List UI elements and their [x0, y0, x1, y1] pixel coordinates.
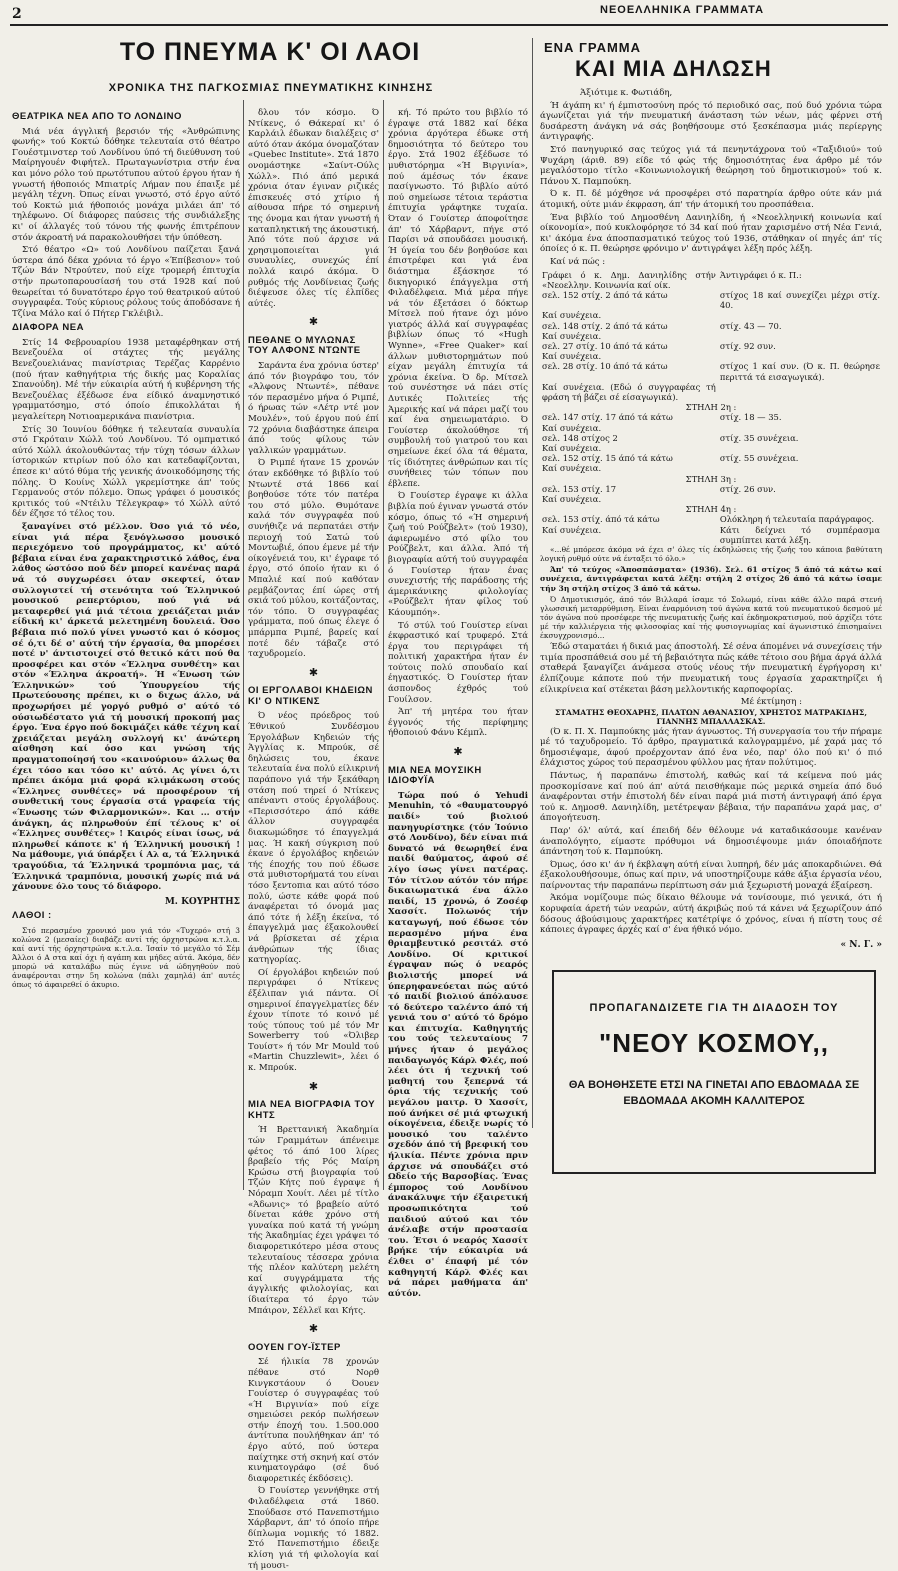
table-row: [540, 453, 882, 463]
paragraph: Ό κ. Π. δέ μόχθησε νά προσφέρει στό παρατηρία άρθρο ούτε κάν μιά άτομική, ούτε μιάν έκφραση, άπ' τήν άτομική του προσπάθεια.: [540, 189, 882, 210]
ad-line-3: ΘΑ ΒΟΗΘΗΣΕΤΕ ΕΤΣΙ ΝΑ ΓΙΝΕΤΑΙ ΑΠΟ ΕΒΔΟΜΑΔΑ ΣΕ ΕΒΔΟΜΑΔΑ ΑΚΟΜΗ ΚΑΛΛΙΤΕΡΟΣ: [568, 1079, 860, 1107]
section-heading: ΜΙΑ ΝΕΑ ΒΙΟΓΡΑΦΙΑ ΤΟΥ ΚΗΤΣ: [248, 1099, 376, 1121]
paragraph: Καί νά πώς :: [550, 256, 606, 267]
section-heading: ΟΙ ΕΡΓΟΛΑΒΟΙ ΚΗΔΕΙΩΝ ΚΙ' Ο ΝΤΙΚΕΝΣ: [248, 685, 373, 707]
table-row: [540, 351, 882, 361]
section-heading: ΘΕΑΤΡΙΚΑ ΝΕΑ ΑΠΟ ΤΟ ΛΟΝΔΙΝΟ: [12, 111, 182, 122]
paragraph: κή. Τό πρώτο του βιβλίο τό έγραψε στά 1882 καί δέκα χρόνια άργότερα έδωκε στή δημοσιότητα τό δεύτερο του έργο. Στά 1902 έξέδωσε τό μυθιστόρημα «Ή Βιργινία», πού άμέσως τόν έκανε πασίγνωστο. Τό βιβλίο αύτό πού σημείωσε τέτοια τεράστια έπιτυχία γράφτηκε τυχαία. Όταν ό Γουίστερ άποφοίτησε άπ' τό Χάρβαρντ, πήγε στό Παρίσι νά σπουδάσει μουσική. Ή ύγεία του δέν βοηθούσε και έπιστρέφει και γιά ένα διάστημα έξάσκησε τό δικηγορικό έπάγγελμα στή Φιλαδέλφεια. Μιά μέρα πήγε νά τόν έξετάσει ό δόκτωρ Μίτσελ πού ήτανε όχι μόνο γιατρός άλλά καί συγγραφέας βιβλίων όπως τό «Hugh Wynne», «Free Quaker» καί άλλων μυθιστορημάτων πού είχαν μεγάλη έπιτυχία τά χρόνια έκείνα. Ό δρ. Μίτσελ τού συνέστησε νά πάει στίς Δυτικές Πολιτείες τής Άμερικής καί νά πάρει μαζί του καί ένα σημειωματάριο. Ό Γουίστερ άκολούθησε τή συμβουλή τού γιατρού του και σημείωνε έκεί όλα τά θέματα, τίς ίδιότητες άνθρώπων και τίς συνήθειες τών τόπων που έβλεπε.: [388, 108, 528, 489]
cell: Καί συνέχεια. (Εδώ ό συγγραφέας τή φράση τή βάζει σέ είσαγωγικά).: [542, 381, 716, 402]
signatories: ΣΤΑΜΑΤΗΣ ΘΕΟΧΑΡΗΣ, ΠΛΑΤΩΝ ΑΘΑΝΑΣΙΟΥ, ΧΡΗΣΤΟΣ ΜΑΤΡΑΚΙΔΗΣ, ΓΙΑΝΝΗΣ ΜΠΑΛΛΑΣΚΑΣ.: [554, 707, 868, 727]
paragraph: Ό νέος πρόεδρος τού Έθνικού Συνδέσμου Έργολάβων Κηδειών τής Άγγλίας κ. Μπρούκ, σέ δηλώσεις του, έκανε τελευταία ένα πολύ είλικρινή παράπονο γιά τήν ξεκάθαρη στάση πού τηρεί ό Ντίκενς απέναντι στούς έργολάβους. «Περισσότερο άπό κάθε άλλον συγγραφέα διακωμώδησε τό έπαγγελμά μας. Ή κακή σύγκριση πού έκανε ό έργολάβος κηδειών τής έποχής του πού έδωσε στά μυθιστορήματά του είναι τόσο ξεντοπια και αύτό τόσο πολύ, ώστε κάθε φορά πού άναφέρεται τό όνομά μας άπό τότε ή λέξη έκείνα, τό έπαγγελμά μας έξακολουθεί νά βρίσκεται σέ χέρια άνθρώπων τής ίδιας κατηγορίας.: [248, 711, 379, 966]
cell: στίχος 1 καί συν. (Ό κ. Π. θεώρησε περιττά τά εισαγωγικά).: [719, 361, 880, 382]
paragraph: Ή άγάπη κι' ή έμπιστοσύνη πρός τό περιοδικό σας, πού δυό χρόνια τώρα άγωνίζεται γιά τήν πνευματική άνάσταση τών νέων, μάς φέρνει στή δυσάρεστη άνάγκη νά σάς βοηθήσουμε στό ξεσκέπασμα μιάς περίεργης άντιγραφής.: [540, 100, 882, 143]
cell: Καί συνέχεια.: [542, 463, 602, 474]
advertisement-box: [552, 970, 876, 1174]
notes-text: Στό περασμένο χρονικό μου γιά τόν «Τυχερό» στή 3 κολώνα 2 (μεσαίες) διαβάζε αντί τής όρχηστρώνα κ.τ.λ.α. καί αντί τής όρχηστρώνα κ.τ.λ.α. Ίσαίν τό μεγάλο τό Σέμ Άλλοι ό Α στα καί όχι ή αγάπη και μήδες αύτά. Άκόμα, δέν μπορώ νά καταλάβω πώς έγινε νά ώδηγηθούν πού άναφέρονται στην 5η κολώνα (πάλι χαμηλά) άπ' αυτές όπως τό άφαιρεθεί ό άκυριο.: [12, 925, 240, 989]
paragraph: Σέ ήλικία 78 χρονών πέθανε στό Νορθ Κινγκστάουν ό Όουεν Γουίστερ ό συγγραφέας τού «Ή Βιργινία» πού είχε σημειώσει ρεκόρ πωλήσεων στήν έποχή του. 1.500.000 άντίτυπα πουλήθηκαν άπ' τό έργο αύτό, πού ύστερα παίχτηκε στή σκηνή καί στόν κινηματογράφο (σέ δυό διαφορετικές έκδόσεις).: [248, 1357, 379, 1484]
paragraph: Άπ' τή μητέρα του ήταν έγγονός τής περίφημης ήθοποιού Φάνυ Κέμπλ.: [388, 707, 528, 739]
column-1: [12, 108, 240, 1190]
paragraph: δλου τόν κόσμο. Ό Ντίκενς, ό Θάκεραί κι' ό Καρλάιλ έδωκαν διαλέξεις σ' αύτό όταν άκόμα όνομαζόταν «Quebec Institute». Στά 1870 ονομάστηκε «Σαίντ-Ούλς Χώλλ». Πιό άπό μερικά χρόνια όταν έγιναν ριζικές έπισκευές στό χτίριο ή αίθουσα πήρε τό σημερινή της όνομα και ήταν γνωστή ή καταπληκτική της άκουστική. Άπό τότε πού άρχισε νά χρησιμοποιείται γιά συναυλίες, συνεχώς έπί πολλά καιρό άκόμα. Ό ρυθμός τής Λονδίνειας ζωής διέψευσε όλες τίς έλπίδες αύτές.: [248, 108, 379, 309]
paragraph: Ό Γουίστερ έγραψε κι άλλα βιβλία πού έγιναν γνωστά στόν κόσμο, όπως τό «Ή σημερινή ζωή τού Ρούζβελτ» (τού 1930), άφιερωμένο στό φίλο του Ρούζβελτ, και άλλα. Άπό τή βιογραφία αύτή τού συγγραφέα ό Γουίστερ ήταν ένας συνεχιστής τής παράδοσης τής άμερικάνικης φιλολογίας «Ρούζβελτ ήταν φίλος τού Κάουμπόη».: [388, 491, 528, 618]
cell: στίχ. 55 συνέχεια.: [719, 453, 799, 464]
column-4: [540, 88, 882, 958]
paragraph: Παρ' όλ' αύτά, καί έπειδή δέν θέλουμε νά καταδικάσουμε κανέναν άναπολόγητο, είμαστε πρόθυμοι νά δημοσιέψουμε μιάν όποιαδήποτε άπάντηση τού κ. Παμπούκη.: [540, 825, 882, 858]
separator-star: ✱: [308, 1079, 319, 1093]
section-heading: ΠΕΘΑΝΕ Ο ΜΥΛΩΝΑΣ ΤΟΥ ΑΛΦΟΝΣ ΝΤΩΝΤΕ: [248, 334, 361, 357]
separator-star: ✱: [308, 1322, 319, 1336]
cell: στίχ. 43 — 70.: [719, 320, 782, 331]
quote-note: «...θέ μπόρεσε άκόμα νά έχει σ' όλες τίς έκδηλώσεις τής ζωής του κάποια βαθύτατη λογική ρυθμό ούτε νά ένταξει τό όλο.»: [540, 544, 882, 563]
paragraph: Ό Γουίστερ γεννήθηκε στή Φιλαδέλφεια στά 1860. Σπούδασε στό Πανεπιστήμιο Χάρβαρντ, άπ' τό όποίο πήρε δίπλωμα νομικής τό 1882. Στό Πανεπιστήμιο έδειξε κλίση γιά τή φιλολογία καί τή μουσι-: [248, 1486, 379, 1571]
paragraph: Στίς 30 Ίουνίου δόθηκε ή τελευταία συναυλία στό Γκρόταιν Χώλλ τού Λονδίνου. Τό ομπματικό αύτό Χώλλ άκολουθώντας τήν τύχη τόσων άλλων ίστορικών κτιρίων πού όλο και κατεδαφίζονται, έπεσε κι' αύτό θύμα τής γενικής άνοικοδόμησης τής πόλης. Ό Κουίνς Χώλλ γκρεμίστηκε άπ' τούς Γερμανούς στόν πόλεμο. Όπως γράφει ό μουσικός κριτικός τού «Ντέιλυ Τέλεγκραφ» τό Χώλλ αύτό δέν έζησε τό τέλος του.: [12, 424, 240, 520]
paragraph: Τώρα πού ό Yehudi Menuhin, τό «θαυματουργό παιδί» τού βιολιού πανηγυρίστηκε (τόν Ίούνιο στό Λονδίνο), δέν είναι πιά δυνατό νά θεωρηθεί ένα παιδί θαύματος, άφού σέ λίγο ίσως γίνει πατέρας. Τόν τίτλον αύτόν τόν πήρε δικαιωματικά ένα άλλο παιδί, 15 χρονώ, ό Ζοσέφ Χασσίτ. Πολωνός τήν καταγωγή, πού έδωσε τόν περασμένο μήνα ένα θριαμβευτικό ρεσιτάλ στό Λονδίνο. Οί κριτικοί έγραψαν πώς ό νεαρός βιολιστής μπορεί νά ύπερηφανεύεται πώς αύτό τό παιδί βιολιού άπόλαυσε τό δεύτερο ταλέντο άπό τή γενιά του σ' αύτό τό δρόμο και έπιτυχία. Καθηγητής του τούς τελευταίους 7 μήνες ήταν ό μεγάλος παιδαγωγός Κάρλ Φλές, πού λέει ότι ή τεχνική τού μαθητή του ξεπερνά τά όρια τής τεχνικής τού μεγάλου μαιτρ. Ό Χασσίτ, πού άνήκει σέ μιά φτωχική οίκογένεια, έδειξε νωρίς τό μουσικό του ταλέντο σχεδόν άπό τή βρεφική του ήλικία. Πέντε χρόνια πριν άρχισε νά σπουδάζει στό Ωδείο τής Βαρσοβίας. Ένας έμπορος τού Λονδίνου άνακάλυψε τήν έξαιρετική προσωπικότητα τού παιδιού αύτού και τόν άνέλαβε στήν προστασία του. Έτσι ό νεαρός Χασσίτ βρήκε τήν εύκαιρία νά έλθει σ' έπαφή μέ τόν καθηγητή Κάρλ Φλές και νά πάρει μαθήματα άπ' αύτόν.: [388, 790, 528, 1299]
section-heading: ΟΟΥΕΝ ΓΟΥ-ΪΣΤΕΡ: [248, 1341, 341, 1353]
separator-star: ✱: [308, 315, 319, 329]
cell: [718, 463, 882, 473]
table-row: [540, 361, 882, 381]
paragraph: ξαναγίνει στό μέλλον. Όσο γιά τό νέο, είναι γιά πέρα ξενόγλωσσο μουσικό περιεχόμενο τού προγράμματος, κι' αύτό βέβαια είναι ένα χαρακτηριστικό λάθος, ένα λάθος ώστόσο πού δέν μπορεί κανένας παρά νά τό συγχωρέσει όταν σκεφτεί, όταν συλλογιστεί τή στενότητα τού Έλληνικού μουσικού ρεπερτόριου, πού γιά νά μεταφερθεί γιά μιά τέτοια χρειάζεται μιάν είδική κι' άρκετά μελετημένη δουλειά. Όσο βέβαια πιό πολύ γίνει γνωστό και ό κόσμος σέ ό,τι δέ σ' αύτή τήν έργασία, θα μπορέσει ποτέ ν' άντιστοιχεί στό θετικό κάτι πού θα προσφέρει και στόν «Έλληνα συνθέτη» και στόν «Έλληνα άκροατή». Ή «Ένωση τών Έλληνικών» τού Ύπουργείου τής Πρωτεύουσης πρέπει, κι ο διχως άλλο, νά προχωρήσει μέ γοργό ρυθμό σ' αύτό τό ούσιωδέστατο γιά τή μουσική προκοπή μας έργο. Ένα έργο πού δοκιμάζει κάθε τέχνη καί χρειάζεται μεγάλη συλλογή κι' άνώτερη αίσθηση καί όσο και γνώση τής πραγματοποίησή του «καινούριου» άλλως θα έχει τόσο και τόσο κι' αύτό. Ας γίνει ό,τι πρέπει άκόμα μιά φορά κλιμάκωση στούς «Έλληνες συνθέτες» νά προσφέρουν τή συνθετική τους έργασία στά γραφεία τής «Ένωσης τών Φιλαρμονικών». Και ... στήν άνάγκη, άς πληρωθούν έπί τέλους κ' οί «Έλληνες συνθέτες» ! Καιρός είναι ίσως, νά πληρωθεί κάποτε κ' ή Έλληνική μουσική ! Να μάθουμε, γιά ύπάρξει ί Αλ α, τά Έλληνικά τραγούδια, τά Έλληνικά τρομπόνια μας, τά Έλληνικά τραμπόνια, μουσική χωρίς πιά νά χάνουνε όλο τους τό διάφορο.: [12, 521, 240, 893]
cell: Ολόκληρη ή τελευταία παράγραφος.: [719, 514, 875, 525]
table-row: [540, 484, 882, 494]
paragraph: Στό θέατρο «Ω» τού Λονδίνου παίζεται ξανά ύστερα άπό δέκα χρόνια τό έργο «Έπίβεσιον» τού Τζών Βάν Ντρούτεν, πού είχε τρομερή έπιτυχία στήν πρωτοπαρουσίασή του στά 1928 καί πού θεωρείται τό δυνατότερο έργο τού θεατρικού αύτού συγγραφέα. Τούς κύριους ρόλους τούς άποδόσανε ή Τζίνα Μάλο καί ό Πήτερ Γκλέιβιλ.: [12, 245, 240, 319]
cell: σελ. 153 στίχ. 17: [542, 483, 617, 494]
page-number: 2: [12, 6, 22, 22]
salutation: Άξιότιμε κ. Φωτιάδη,: [580, 88, 673, 98]
table-row: [540, 310, 882, 320]
cell: σελ. 147 στίχ. 17 άπό τά κάτω: [542, 412, 673, 423]
cell: σελ. 153 στίχ. άπό τά κάτω: [542, 514, 660, 525]
cell: [718, 443, 882, 453]
column-label: ΣΤΗΛΗ 2η :: [685, 402, 737, 413]
paragraph: Όμως, όσο κι' άν ή έκβλαψη αύτή είναι λυπηρή, δέν μάς αποκαρδιώνει. Θά έξακολουθήσουμε, όπως καί πριν, νά υποστηρίζουμε κάθε άξια έργασία νέου, παίρνοντας τήν παραπάνω περίπτωση σάν μιά ξεχωριστή μοναχά έξαίρεση.: [540, 859, 882, 891]
cell: Καί συνέχεια.: [542, 524, 602, 535]
column-3: [388, 108, 528, 1299]
cell: σελ. 148 στίχος 2: [542, 432, 618, 443]
cell: [718, 331, 882, 341]
table-row: [540, 423, 882, 433]
cell: σελ. 152 στίχ. 2 άπό τά κάτω: [542, 289, 668, 300]
paragraph: Άκόμα νομίζουμε πώς δίκαιο θέλουμε νά τονίσουμε, πιό γενικά, ότι ή κορυφαία άρετή τών νεαρών, αύτή άκριβώς πού τά κάνει νά ξεχωρίζουν άπό δόσους άβούσιμους χαρακτήρες κατέτρίψε ό χρόνος, είναι ή πίστη τους σέ κάποιες άγραφες άρχές καί σ' ένα ήθικό νόμο.: [540, 893, 882, 936]
table-row: [540, 382, 882, 402]
separator-star: ✱: [308, 665, 319, 679]
cell: σελ. 148 στίχ. 2 άπό τά κάτω: [542, 320, 668, 331]
cell: στίχος 18 καί συνεχίζει μέχρι στίχ. 40.: [719, 289, 880, 311]
table-row: [540, 341, 882, 351]
table-row: [540, 494, 882, 504]
table-row: [540, 331, 882, 341]
column-divider: [383, 100, 384, 1190]
cell: Καί συνέχεια.: [542, 351, 602, 362]
section-heading: ΜΙΑ ΝΕΑ ΜΟΥΣΙΚΗ ΙΔΙΟΦΥΪΑ: [388, 764, 482, 787]
closing: Μέ έκτίμηση :: [740, 697, 802, 708]
table-row: [540, 290, 882, 310]
cell: [718, 310, 882, 320]
column-divider: [532, 38, 533, 1128]
masthead: ΝΕΟΕΛΛΗΝΙΚΑ ΓΡΑΜΜΑΤΑ: [600, 4, 765, 16]
paragraph: Έδώ σταματάει ή δικιά μας άποστολή. Σέ σένα άπομένει νά συνεχίσεις τήν τιμία προσπάθειά σου μέ τή βεβαιότητα πώς κάθε τέτοιο σου βήμα άργά άλλά σταθερά ξαναγίζει άνάμεσα στούς νέους τήν πνευματική έγρήγορση κι' έλπίζουμε κάποτε πού τήν πνευματική τους έργασία χαρακτηρίζει ή είλικρίνεια καί στέκεται βάση μελλοντικής καρποφορίας.: [540, 642, 882, 695]
paragraph: Στό πανηγυρικό σας τεύχος γιά τά πενηντάχρονα τού «Ταξιδιού» τού Ψυχάρη (άριθ. 89) είδε τό φώς τής δημοσιότητας ένα άρθρο μέ τόν μεγαλόστομο τίτλο «Κοινωνιολογική θεώρηση τού δημοτικισμού» τού κ. Πάνου Χ. Παμπούκη.: [540, 144, 882, 187]
column-divider: [243, 100, 244, 1190]
cell: Καί συνέχεια.: [542, 493, 602, 504]
cell: Κάτι δείχνει τό συμπέρασμα συμπίπτει κατά λέξη.: [719, 524, 880, 545]
main-title: ΤΟ ΠΝΕΥΜΑ Κ' ΟΙ ΛΑΟΙ: [119, 38, 421, 66]
cell: στίχ. 35 συνέχεια.: [719, 432, 799, 443]
editor-signature: « Ν. Γ. »: [840, 939, 882, 950]
letter-title-line2: ΚΑΙ ΜΙΑ ΔΗΛΩΣΗ: [575, 56, 772, 81]
table-row: [540, 412, 882, 422]
ad-line-1: ΠΡΟΠΑΓΑΝΔΙΖΕΤΕ ΓΙΑ ΤΗ ΔΙΑΔΟΣΗ ΤΟΥ: [589, 1002, 839, 1014]
table-row: [540, 525, 882, 545]
table-header: Άντιγράφει ό κ. Π.:: [719, 269, 802, 280]
cell: [718, 351, 882, 361]
paragraph: Πάντως, ή παραπάνω έπιστολή, καθώς καί τά κείμενα πού μάς προσκομίσανε καί πού άπ' αύτά πεισθήκαμε πώς μερικά σημεία άπό δυό άναφέρονται στήν έπιστολή δέν είναι παρά μιά πιστή άντιγραφή άπό έργα τού κ. Δημοσθ. Δανιηλίδη, μετέτρεψαν βέβαια, τήν παραπάνω χαρά μας, σ' άπογοήτευση.: [540, 770, 882, 824]
paragraph: Στίς 14 Φεβρουαρίου 1938 μεταφέρθηκαν στή Βενεζουέλα οί στάχτες τής μεγάλης Βενεζουελιάνας πιανίστριας Τερέζας Καρρένιο (πού ήταν καθηγήτρια τής δικής μας Κοραλίας Σπανούδη). Μέ τήν εύκαιρία αύτή ή κυβέρνηση τής Βενεζουέλας έξέδωσε ένα είδικό άναμνηστικό γραμματόσημο, στό όποίο έπικολλάται ή μεγαλείτερη Νοτιοαμερικάνα πιανίστρια.: [12, 337, 240, 423]
paragraph: Οί έργολάβοι κηδειών πού περιγράφει ό Ντίκενς έξέλιπαν γιά πάντα. Οί σημερινοί έπαγγελματίες δέν έχουν τίποτε τό κοινό μέ τούς τύπους τού μέ τόν Mr Sowerberry τού «Όλιβερ Τουίστ» ή τόν Mr Mould τού «Martin Chuzzlewit», λέει ό κ. Μπρούκ.: [248, 967, 379, 1074]
paragraph: Ή Βρεττανική Άκαδημία τών Γραμμάτων άπένειμε φέτος τό άπό 100 λίρες βραβείο τής Ρός Μαίρη Κρώσω στή βιογραφία τού Τζών Κήτς πού έγραψε ή Νόραμπ Χουίτ. Λέει μέ τίτλο «Άδωνις» τό βραβείο αύτό δίνεται κάθε χρόνο στή γυναίκα πού κατά τή γνώμη τής Άκαδημίας έχει γράψει τό διαφορετικότερο μέσα στους τελευταίους τέσσερα χρόνια τής πλέον καλύτερη μελέτη καί συγγράμματα τής άγγλικής φιλολογίας, και ίδιαίτερα τό έργο τών Μπάιρον, Σέλλεϊ και Κήτς.: [248, 1125, 379, 1316]
paragraph: Ένα βιβλίο τού Δημοσθένη Δανιηλίδη, ή «Νεοελληνική κοινωνία καί οίκονομία», πού κυκλοφόρησε τό 34 καί πού ήταν χαρισμένο στή Νέα Γενιά, κι' άκόμα ένα άποσπασματικό τεύχος τού 1936, στάθηκαν οί πηγές άπ' τίς όποίες ό κ. Π. θεώρησε φρόνιμο ν' άντιγράψει λέξη πρός λέξη.: [540, 212, 882, 255]
cell: Καί συνέχεια.: [542, 422, 602, 433]
paragraph: Ό Ριμπέ ήτανε 15 χρονών όταν εκδόθηκε τό βιβλίο τού Ντωντέ στά 1866 καί βοηθούσε τότε τόν πατέρα του στό μύλο. Θυμότανε καλά τόν συγγραφέα πού συνήθιζε νά περπατάει στήν περιοχή τού Σατώ τού Μοντωβιέ, όπου έμενε μέ τήν οίκογένειά του, κι' έγραφε τό έργο, στό όποίο ήταν κι ό Μπαλιέ καί πού καθόταν ρεμβάζοντας έπί ώρες στή σκιά τού μύλου, κοιτάζοντας, τόν τόπο. Ό συγγραφέας γράμματα, πού όπως έλεγε ό μπάρμπα Ριμπέ, βαρείς καί ποτέ δέν τάβαζε στό ταχυδρομείο.: [248, 458, 379, 660]
letter-title-line1: ΕΝΑ ΓΡΑΜΜΑ: [544, 40, 642, 55]
cell: στίχ. 92 συν.: [719, 340, 776, 351]
cell: Καί συνέχεια.: [542, 330, 602, 341]
separator-star: ✱: [453, 745, 463, 759]
cell: σελ. 28 στίχ. 10 άπό τά κάτω: [542, 361, 668, 372]
column-2: [248, 108, 379, 1571]
section-heading: ΔΙΑΦΟΡΑ ΝΕΑ: [12, 322, 84, 334]
table-row: [540, 321, 882, 331]
table-header: Γράφει ό κ. Δημ. Δανιηλίδης στήν «Νεοελλην. Κοινωνία καί οίκ.: [542, 269, 716, 290]
cell: σελ. 152 στίχ. 15 άπό τά κάτω: [542, 453, 673, 464]
table-row: [540, 463, 882, 473]
ad-line-2: "ΝΕΟΥ ΚΟΣΜΟΥ,,: [598, 1028, 829, 1058]
column-label: ΣΤΗΛΗ 4η :: [685, 504, 737, 515]
notes-heading: ΛΑΘΟΙ :: [12, 910, 52, 922]
cell: Καί συνέχεια.: [542, 442, 602, 453]
paragraph: Τό στύλ τού Γουίστερ είναι έκφραστικό καί τρυφερό. Στά έργα του περιγράφει τή πολιτική χαρακτήρα ήταν έν τούτοις πολύ σπουδαίο καί έηγαστικός. Ό Γουίστερ ήταν άσπονδος έχθρός τού Γουίλσον.: [388, 620, 528, 705]
cell: στίχ. 26 συν.: [719, 483, 776, 494]
cell: στίχ. 18 — 35.: [719, 412, 782, 423]
cell: Καί συνέχεια.: [542, 310, 602, 321]
table-row: [540, 514, 882, 524]
article-signature: Μ. ΚΟΥΡΗΤΗΣ: [164, 896, 240, 907]
cell: σελ. 27 στίχ. 10 άπό τά κάτω: [542, 340, 668, 351]
comparison-table: [540, 270, 882, 545]
paragraph: Άπ' τό τεύχος «Άποσπάσματα» (1936). Σελ. 61 στίχος 5 άπό τά κάτω καί συνέχεια, άντιγράφεται κατά λέξη: στήλη 2 στίχος 26 άπό τά κάτω ίσαμε τήν 3η στήλη στίχος 3 άπό τά κάτω.: [540, 564, 882, 593]
column-label: ΣΤΗΛΗ 3η :: [685, 473, 737, 484]
cell: [718, 382, 882, 402]
paragraph: Σαράντα ένα χρόνια ύστερ' άπό τόν βιογράφο του, τόν «Άλφονς Ντωντέ», πέθανε τόν περασμένο μήνα ό Ριμπέ, ό ήρωας τών «Λέτρ ντέ μον Μουλέν», τού έργου πού έπί 72 χρόνια διαβάστηκε άπειρα άπό τούς φίλους τών γαλλικών γραμμάτων.: [248, 361, 379, 456]
cell: [718, 423, 882, 433]
main-subtitle: ΧΡΟΝΙΚΑ ΤΗΣ ΠΑΓΚΟΣΜΙΑΣ ΠΝΕΥΜΑΤΙΚΗΣ ΚΙΝΗΣΗΣ: [108, 82, 434, 94]
table-row: [540, 433, 882, 443]
paragraph: Μιά νέα άγγλική βερσιόν τής «Άνθρώπινης φωνής» τού Κοκτώ δόθηκε τελευταία στό θέατρο Γουέστμινστερ τού Λονδίνου ύπό τή διεύθυνση τού Μαίρηγουέν Φιφήτελ. Πρωταγωνίστρια στήν ένα και μόνο ρόλο τού πρωτότυπου αύτού έργου ήταν ή γνωστή ήθοποιός Μπιατρίς Λήμαν που έπαιξε μέ μεγάλη τέχνη. Όπως είναι γνωστό, στό έργο αύτό τού Κοκτώ μιά ήθοποιός μονάχα μιλάει άπ' τό τηλέφωνο. Οί διάφορες παύσεις τής συνδιάλεξης κι' οί άλλαγές τού τόνου τής φωνής έπιτρέπουν στόν άκροατή νά παρακολουθήσει τήν ύπόθεση.: [12, 126, 240, 243]
top-rule: [10, 24, 888, 26]
cell: [718, 494, 882, 504]
quoted-passage: Ό Δημοτικισμός, άπό τόν Βιλλαρά ίσαμε τό Σολωμό, είναι κάθε άλλο παρά στενή γλωσσική μεταρρύθμιση. Είναι έναρμόνιση τού άγώνα κατά τού πνευματικού δεσμού μέ τόν άγώνα πού προσέφερε τής πνευματικής ζωής καί έκδημοκρατισμού, πού άρχίζει τότε μέ τήν καλλιέργεια τής φιλοσοφίας καί τής φυσιογνωμίας καί άγωνιστικό έπισημαίνει έκσυγχρονισμό...: [540, 595, 882, 641]
table-row: [540, 443, 882, 453]
paragraph: (Ό κ. Π. Χ. Παμπούκης μάς ήταν άγνωστος. Τή συνεργασία του τήν πήραμε μέ τό ταχυδρομείο. Τό άρθρο, πραγματικά καλογραμμένο, μέ χαρά μας τό δημοσιέψαμε, άφού προέρχονταν άπό ένα νέο, παρ' όλο πού κι' ό πιό έλάχιστος χώρος τού περασμένου φύλλου μας ήταν πολύτιμος.: [540, 726, 882, 769]
